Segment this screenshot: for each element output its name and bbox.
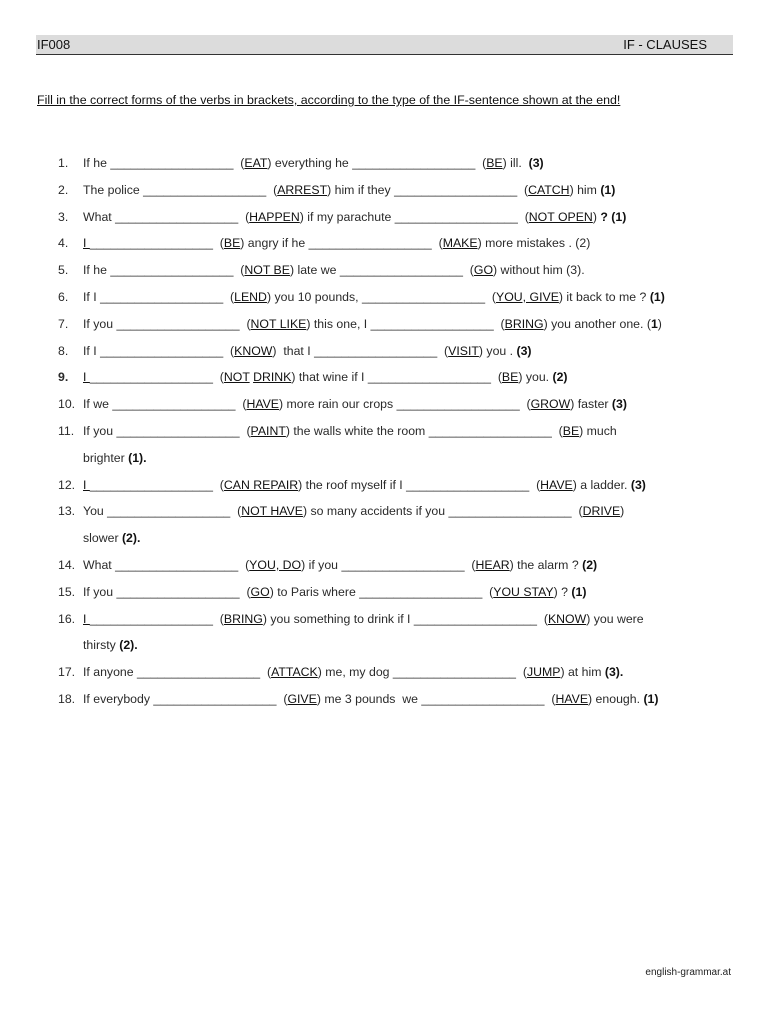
item-sentence [83, 606, 738, 633]
sentence-text: ( [464, 557, 476, 572]
verb-in-brackets: GIVE [287, 691, 317, 706]
sentence-text: ( [517, 182, 529, 197]
sentence-text: ( [212, 611, 224, 626]
sentence-text: ) the alarm ? [509, 557, 583, 572]
verb-in-brackets: HAVE [555, 691, 589, 706]
exercise-item [58, 257, 738, 284]
instructions: Fill in the correct forms of the verbs in brackets, according to the type of the IF-sentence shown at the end! [37, 93, 621, 107]
sentence-text: ) [657, 316, 662, 331]
item-sentence [83, 364, 738, 391]
item-number: 13. [58, 504, 76, 519]
answer-blank: __________________ [394, 209, 518, 224]
item-number: 8. [58, 343, 69, 358]
type-marker: (1). [128, 450, 147, 465]
item-number: 3. [58, 209, 69, 224]
sentence-text: ( [223, 289, 235, 304]
item-number: 4. [58, 236, 69, 251]
verb-in-brackets: NOT [223, 370, 250, 385]
sentence-text: ) the walls white the room [285, 423, 429, 438]
sentence-text: What [83, 209, 116, 224]
sentence-text: ( [212, 236, 224, 251]
verb-in-brackets: GO [250, 584, 270, 599]
verb-in-brackets: HEAR [475, 557, 510, 572]
sentence-text: ) late we [289, 263, 340, 278]
answer-blank: __________________ [314, 343, 438, 358]
answer-blank: __________________ [448, 504, 572, 519]
sentence-text: ) me 3 pounds we [316, 691, 422, 706]
sentence-text: ( [212, 370, 224, 385]
sentence-text: ) you 10 pounds, [266, 289, 362, 304]
answer-blank: __________________ [406, 477, 530, 492]
item-sentence [83, 204, 738, 231]
sentence-text: ( [462, 263, 474, 278]
answer-blank: __________________ [116, 423, 240, 438]
verb-in-brackets: DRINK [253, 370, 292, 385]
type-marker: 1 [650, 316, 658, 331]
verb-in-brackets: NOT HAVE [241, 504, 303, 519]
verb-in-brackets: ARREST [277, 182, 328, 197]
answer-blank: __________________ [341, 557, 465, 572]
sentence-text: ) more mistakes . (2) [477, 236, 591, 251]
answer-blank: __________________ [367, 370, 491, 385]
verb-in-brackets: I [83, 477, 90, 492]
verb-in-brackets: I [83, 611, 90, 626]
sentence-text: ( [238, 209, 250, 224]
item-number: 17. [58, 665, 76, 680]
answer-blank: __________________ [428, 423, 552, 438]
exercise-item [58, 606, 738, 633]
sentence-text: ) angry if he [240, 236, 309, 251]
sentence-text: thirsty [83, 638, 120, 653]
type-marker: (3) [611, 397, 627, 412]
sentence-text: If anyone [83, 665, 138, 680]
item-number: 18. [58, 691, 76, 706]
sentence-text: ) more rain our crops [279, 397, 397, 412]
item-sentence [83, 498, 738, 525]
item-number: 2. [58, 182, 69, 197]
type-marker: (3) [528, 156, 544, 170]
item-sentence [83, 579, 738, 606]
verb-in-brackets: YOU, DO [249, 557, 302, 572]
verb-in-brackets: ATTACK [271, 665, 318, 680]
sentence-text: ) [592, 209, 601, 224]
answer-blank: __________________ [396, 397, 520, 412]
answer-blank: __________________ [115, 209, 239, 224]
sentence-text: ) without him (3). [493, 263, 585, 278]
verb-in-brackets: GROW [530, 397, 571, 412]
exercise-item [58, 391, 738, 418]
answer-blank: __________________ [116, 316, 240, 331]
sentence-text: brighter [83, 450, 129, 465]
answer-blank: __________________ [116, 584, 240, 599]
answer-blank: __________________ [100, 289, 224, 304]
sentence-text: ) this one, I [306, 316, 371, 331]
verb-in-brackets: GO [473, 263, 494, 278]
verb-in-brackets: NOT OPEN [528, 209, 593, 224]
answer-blank: __________________ [143, 182, 267, 197]
verb-in-brackets: I [83, 370, 90, 385]
answer-blank: __________________ [361, 289, 486, 304]
item-sentence [83, 686, 738, 713]
sentence-text: The police [83, 182, 144, 197]
sentence-text: ) a ladder. [572, 477, 631, 492]
sentence-text: ) much [579, 423, 617, 438]
answer-blank: __________________ [339, 263, 463, 278]
sentence-text: If you [83, 316, 117, 331]
answer-blank: __________________ [107, 504, 231, 519]
verb-in-brackets: JUMP [526, 665, 561, 680]
sentence-text: ) me, my dog [317, 665, 393, 680]
exercise-item [58, 418, 738, 445]
verb-in-brackets: MAKE [442, 236, 478, 251]
answer-blank: __________________ [89, 236, 213, 251]
sentence-text: ) it back to me ? [558, 289, 650, 304]
item-sentence [83, 311, 738, 338]
verb-in-brackets: YOU STAY [493, 584, 554, 599]
type-marker: (1) [600, 182, 616, 197]
item-sentence [83, 659, 738, 686]
sentence-text: ( [544, 691, 556, 706]
type-marker: (2). [121, 531, 141, 546]
type-marker: (3) [516, 343, 532, 358]
answer-blank: __________________ [352, 156, 476, 170]
sentence-text: ) ill. [502, 156, 529, 170]
sentence-text: If I [83, 289, 101, 304]
answer-blank: __________________ [110, 156, 234, 170]
sentence-text: ( [490, 370, 502, 385]
verb-in-brackets: YOU, GIVE [496, 289, 559, 304]
sentence-text: ( [493, 316, 505, 331]
item-number: 11. [58, 423, 75, 438]
verb-in-brackets: VISIT [448, 343, 479, 358]
answer-blank: __________________ [413, 611, 537, 626]
type-marker: (1) [571, 584, 587, 599]
verb-in-brackets: BRING [504, 316, 544, 331]
verb-in-brackets: HAVE [246, 397, 280, 412]
sentence-text: ) if my parachute [299, 209, 395, 224]
answer-blank: __________________ [421, 691, 545, 706]
verb-in-brackets: CAN REPAIR [223, 477, 299, 492]
sentence-text: ) you. [518, 370, 553, 385]
sentence-text: ) him if they [327, 182, 395, 197]
exercise-item [58, 338, 738, 365]
exercise-item [58, 552, 738, 579]
sentence-text: ) [620, 504, 625, 519]
exercise-item [58, 311, 738, 338]
sentence-text: ( [235, 397, 247, 412]
answer-blank: __________________ [308, 236, 432, 251]
sentence-text: If you [83, 584, 117, 599]
item-number: 10. [58, 397, 76, 412]
type-marker: (3). [604, 665, 624, 680]
exercise-item [58, 659, 738, 686]
verb-in-brackets: LEND [234, 289, 267, 304]
exercise-item [58, 284, 738, 311]
answer-blank: __________________ [115, 557, 239, 572]
sentence-text: ) that I [272, 343, 315, 358]
item-number: 9. [58, 370, 69, 385]
verb-in-brackets: BE [501, 370, 519, 385]
sentence-text: If you [83, 423, 117, 438]
verb-in-brackets: I [83, 236, 90, 251]
item-sentence [83, 472, 738, 499]
sentence-text: ) so many accidents if you [302, 504, 449, 519]
verb-in-brackets: CATCH [528, 182, 570, 197]
sentence-text: If he [83, 156, 111, 170]
exercise-item [58, 579, 738, 606]
sentence-text: ) at him [560, 665, 605, 680]
type-marker: (1) [643, 691, 659, 706]
sentence-text: ( [233, 263, 245, 278]
sentence-text: ( [431, 236, 443, 251]
worksheet-title: IF - CLAUSES [623, 37, 707, 52]
sentence-text: ( [238, 557, 250, 572]
sentence-text: ( [239, 584, 251, 599]
answer-blank: __________________ [89, 611, 213, 626]
sentence-text: ( [223, 343, 235, 358]
item-sentence [83, 338, 738, 365]
sentence-text: ( [537, 611, 548, 626]
exercise-item [58, 230, 738, 257]
item-number: 15. [58, 584, 76, 599]
item-sentence [83, 552, 738, 579]
answer-blank: __________________ [370, 316, 494, 331]
footer-source: english-grammar.at [645, 967, 731, 978]
type-marker: (2). [119, 638, 138, 653]
verb-in-brackets: BE [562, 423, 580, 438]
sentence-text: ) him [569, 182, 601, 197]
sentence-text: slower [83, 531, 122, 546]
item-number: 5. [58, 263, 69, 278]
item-sentence [83, 284, 738, 311]
sentence-text: ( [485, 289, 497, 304]
item-sentence [83, 418, 738, 445]
sentence-text: ( [239, 316, 251, 331]
exercise-item [58, 498, 738, 525]
answer-blank: __________________ [89, 477, 213, 492]
answer-blank: __________________ [392, 665, 517, 680]
exercise-item [58, 472, 738, 499]
sentence-text: If everybody [83, 691, 154, 706]
sentence-text: ) you another one. ( [543, 316, 651, 331]
sentence-text: ( [529, 477, 541, 492]
item-number: 1. [58, 156, 69, 170]
sentence-text: ) that wine if I [291, 370, 368, 385]
type-marker: (1) [649, 289, 665, 304]
sentence-text: ( [551, 423, 563, 438]
verb-in-brackets: BRING [223, 611, 263, 626]
answer-blank: __________________ [137, 665, 261, 680]
sentence-text: If he [83, 263, 111, 278]
sentence-text: ) you were [586, 611, 644, 626]
verb-in-brackets: DRIVE [582, 504, 621, 519]
type-marker: ? (1) [600, 209, 627, 224]
sentence-text: ) ? [553, 584, 572, 599]
sentence-text: If I [83, 343, 101, 358]
sentence-text: ( [482, 584, 494, 599]
verb-in-brackets: NOT BE [244, 263, 290, 278]
item-sentence [83, 257, 738, 284]
item-number: 12. [58, 477, 76, 492]
sentence-text: ) enough. [588, 691, 644, 706]
exercise-list [58, 150, 738, 713]
verb-in-brackets: EAT [244, 156, 268, 170]
sentence-text: ( [260, 665, 272, 680]
item-number: 14. [58, 557, 76, 572]
sentence-text: ) the roof myself if I [298, 477, 407, 492]
exercise-item [58, 204, 738, 231]
sentence-text: ( [571, 504, 583, 519]
answer-blank: __________________ [394, 182, 518, 197]
verb-in-brackets: KNOW [547, 611, 587, 626]
verb-in-brackets: BE [223, 236, 241, 251]
verb-in-brackets: HAVE [540, 477, 573, 492]
answer-blank: __________________ [89, 370, 213, 385]
verb-in-brackets: KNOW [234, 343, 273, 358]
type-marker: (2) [552, 370, 568, 385]
sentence-text: ) faster [570, 397, 612, 412]
type-marker: (2) [582, 557, 598, 572]
exercise-item [58, 150, 738, 177]
sentence-text: ) everything he [267, 156, 353, 170]
sentence-text: ) if you [301, 557, 342, 572]
verb-in-brackets: NOT LIKE [250, 316, 307, 331]
item-number: 6. [58, 289, 69, 304]
sentence-text: If we [83, 397, 113, 412]
exercise-item [58, 686, 738, 713]
sentence-text: ) you something to drink if I [262, 611, 414, 626]
sentence-text: What [83, 557, 116, 572]
item-number: 16. [58, 611, 76, 626]
sentence-text: ( [276, 691, 288, 706]
exercise-item [58, 177, 738, 204]
sentence-text: ( [233, 156, 245, 170]
answer-blank: __________________ [359, 584, 483, 599]
sentence-text: ( [519, 397, 531, 412]
sentence-text: ( [230, 504, 242, 519]
sentence-text: ) to Paris where [269, 584, 360, 599]
item-continuation [58, 445, 738, 472]
verb-in-brackets: BE [486, 156, 503, 170]
type-marker: (3) [630, 477, 646, 492]
exercise-item [58, 364, 738, 391]
sentence-text: ( [516, 665, 527, 680]
item-continuation [58, 632, 738, 659]
item-sentence [83, 230, 738, 257]
sentence-text: ( [475, 156, 487, 170]
sentence-text: ( [437, 343, 449, 358]
sentence-text: ( [239, 423, 251, 438]
item-sentence [83, 177, 738, 204]
answer-blank: __________________ [100, 343, 224, 358]
answer-blank: __________________ [110, 263, 234, 278]
sentence-text: You [83, 504, 108, 519]
item-sentence [83, 150, 738, 177]
worksheet-code: IF008 [37, 37, 71, 52]
sentence-text: ( [517, 209, 529, 224]
item-continuation [58, 525, 738, 552]
sentence-text: ( [212, 477, 224, 492]
verb-in-brackets: HAPPEN [249, 209, 300, 224]
item-sentence [83, 391, 738, 418]
sentence-text: ) you . [478, 343, 517, 358]
item-number: 7. [58, 316, 69, 331]
answer-blank: __________________ [112, 397, 236, 412]
verb-in-brackets: PAINT [250, 423, 286, 438]
answer-blank: __________________ [153, 691, 277, 706]
sentence-text: ( [266, 182, 278, 197]
page-header [36, 35, 733, 55]
